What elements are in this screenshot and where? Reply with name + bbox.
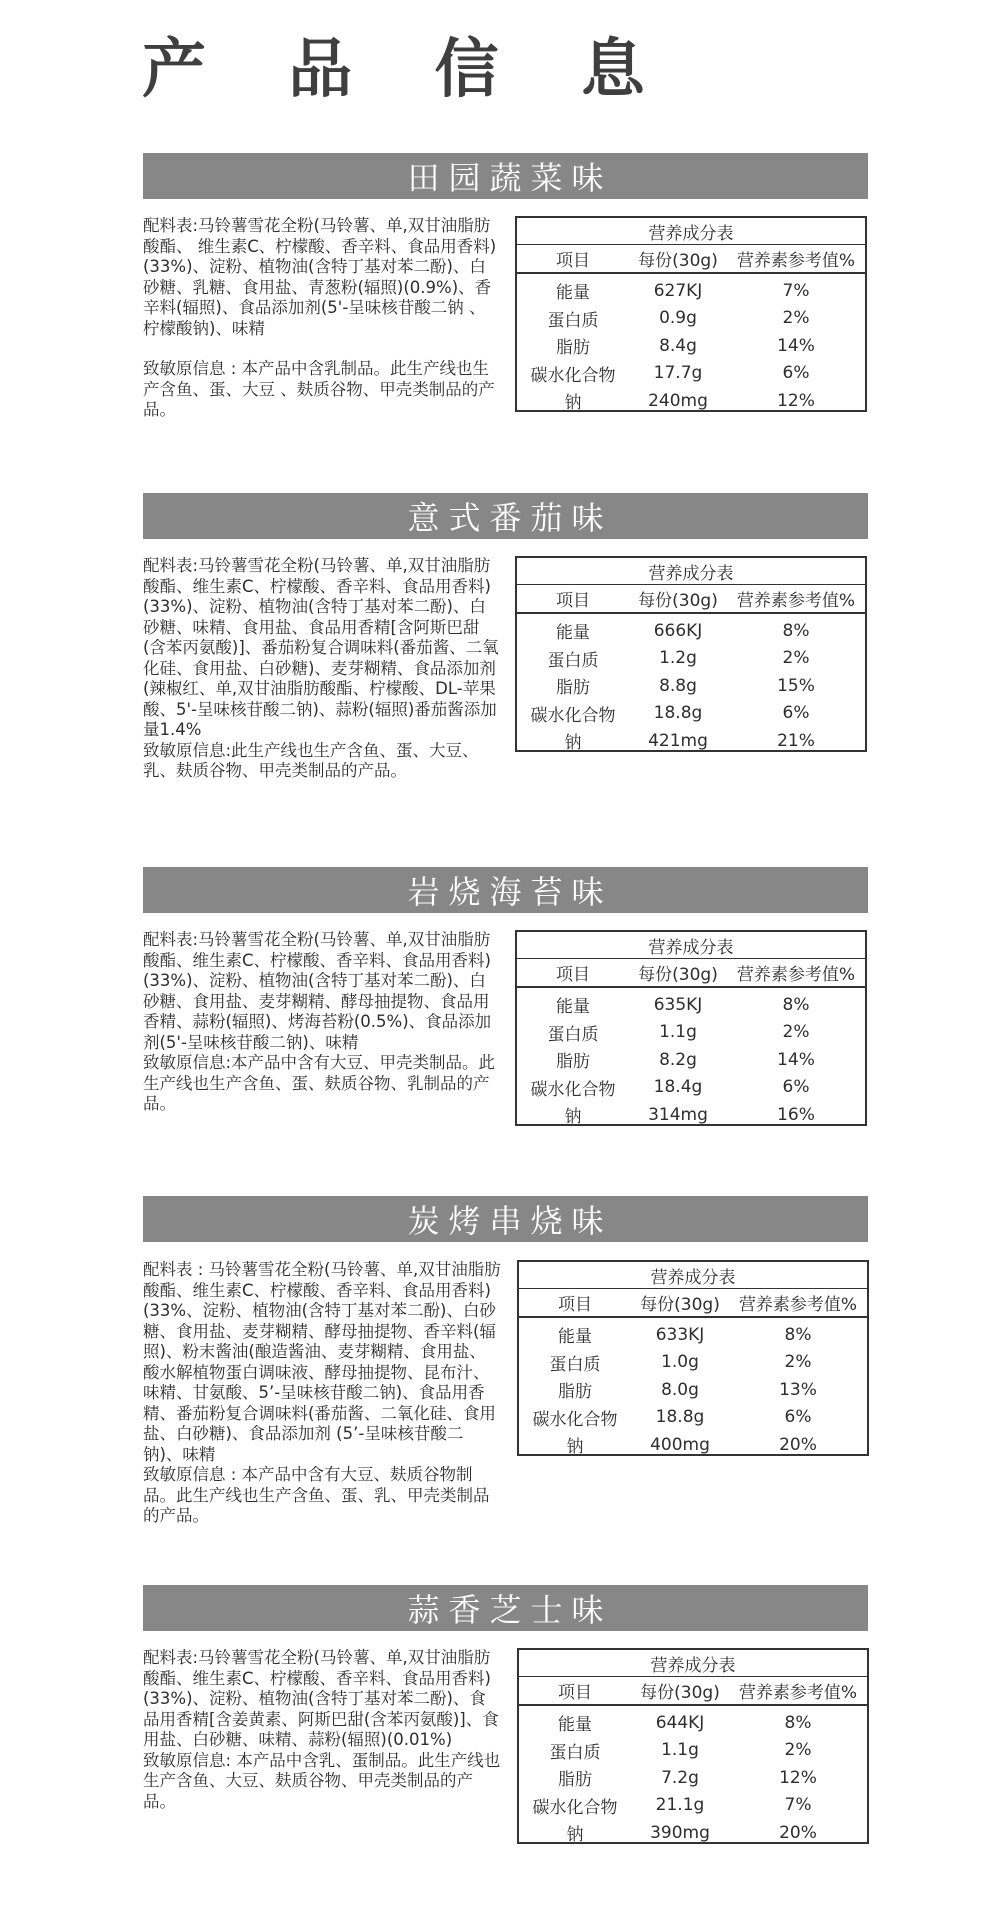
table-row — [517, 1074, 865, 1102]
nutrition-table-title: 营养成分表 — [519, 1262, 867, 1289]
row-nrv: 7% — [784, 1795, 812, 1816]
table-row — [517, 991, 865, 1019]
row-nrv: 2% — [784, 1740, 812, 1761]
row-per: 21.1g — [655, 1795, 705, 1816]
flavor-banner: 意式番茄味 — [143, 493, 868, 539]
row-nrv: 21% — [777, 730, 815, 751]
table-row — [519, 1792, 867, 1820]
row-per: 390mg — [650, 1822, 710, 1843]
table-row — [519, 1764, 867, 1792]
table-row — [517, 387, 865, 415]
row-per: 8.2g — [659, 1049, 697, 1070]
row-item: 钠 — [566, 1437, 584, 1458]
table-row — [519, 1321, 867, 1349]
col-nrv-header: 营养素参考值% — [736, 965, 856, 985]
row-per: 240mg — [648, 390, 708, 411]
table-row — [517, 1046, 865, 1074]
row-item: 钠 — [566, 1825, 584, 1846]
table-row — [519, 1819, 867, 1847]
flavor-banner: 田园蔬菜味 — [143, 153, 868, 199]
row-nrv: 2% — [784, 1352, 812, 1373]
row-nrv: 13% — [779, 1379, 817, 1400]
table-row — [519, 1737, 867, 1765]
col-nrv-header: 营养素参考值% — [736, 251, 856, 271]
row-per: 1.0g — [661, 1352, 699, 1373]
allergen-text: 致敏原信息:此生产线也生产含鱼、蛋、大豆、乳、麸质谷物、甲壳类制品的产品。 — [143, 740, 479, 780]
table-row — [517, 700, 865, 728]
nutrition-table-header — [519, 1677, 867, 1706]
col-per-header: 每份(30g) — [638, 251, 718, 271]
ingredients-block — [143, 930, 501, 1115]
row-item: 脂肪 — [556, 1052, 590, 1073]
row-per: 635KJ — [653, 994, 703, 1015]
row-per: 400mg — [650, 1434, 710, 1455]
row-nrv: 8% — [784, 1324, 812, 1345]
row-nrv: 20% — [779, 1822, 817, 1843]
flavor-banner: 岩烧海苔味 — [143, 867, 868, 913]
row-nrv: 20% — [779, 1434, 817, 1455]
row-per: 1.1g — [661, 1740, 699, 1761]
row-nrv: 6% — [782, 1077, 810, 1098]
col-item-header: 项目 — [558, 1295, 592, 1315]
table-row — [519, 1709, 867, 1737]
row-item: 蛋白质 — [547, 1024, 599, 1045]
row-item: 碳水化合物 — [532, 1797, 618, 1818]
ingredients-block — [143, 216, 501, 421]
allergen-text: 致敏原信息:本产品中含有大豆、甲壳类制品。此生产线也生产含鱼、蛋、麸质谷物、乳制品的产品。 — [143, 1053, 496, 1113]
row-nrv: 6% — [782, 703, 810, 724]
ingredients-block — [143, 1260, 501, 1527]
allergen-text: 致敏原信息 : 本产品中含乳制品。此生产线也生产含鱼、蛋、大豆 、麸质谷物、甲壳类制品的产品。 — [143, 359, 495, 419]
nutrition-table-header — [517, 585, 865, 614]
row-nrv: 14% — [777, 1049, 815, 1070]
table-row — [519, 1349, 867, 1377]
row-item: 钠 — [564, 733, 582, 754]
nutrition-table — [517, 1648, 869, 1844]
table-row — [517, 277, 865, 305]
row-nrv: 2% — [782, 1022, 810, 1043]
ingredients-block — [143, 556, 501, 782]
nutrition-table-title: 营养成分表 — [517, 218, 865, 245]
row-item: 能量 — [558, 1327, 592, 1348]
col-per-header: 每份(30g) — [638, 591, 718, 611]
row-per: 644KJ — [655, 1712, 705, 1733]
row-item: 碳水化合物 — [530, 365, 616, 386]
col-item-header: 项目 — [558, 1683, 592, 1703]
row-per: 666KJ — [653, 620, 703, 641]
row-item: 钠 — [564, 393, 582, 414]
row-per: 18.8g — [653, 703, 703, 724]
nutrition-table — [515, 930, 867, 1126]
col-per-header: 每份(30g) — [638, 965, 718, 985]
row-per: 8.0g — [661, 1379, 699, 1400]
col-nrv-header: 营养素参考值% — [738, 1295, 858, 1315]
row-item: 碳水化合物 — [530, 705, 616, 726]
row-nrv: 6% — [782, 363, 810, 384]
row-per: 421mg — [648, 730, 708, 751]
ingredients-text: 配料表:马铃薯雪花全粉(马铃薯、单,双甘油脂肪酸酯、维生素C、柠檬酸、香辛料、食品用香料)(33%)、淀粉、植物油(含特丁基对苯二酚)、白砂糖、味精、食用盐、食品用香精[含阿斯巴甜(含苯丙氨酸)]、番茄粉复合调味料(番茄酱、二氧化硅、食用盐、白砂糖)、麦芽糊精、食品添加剂(辣椒红、单,双甘油脂肪酸酯、柠檬酸、DL-苹果酸、5'-呈味核苷酸二钠)、蒜粉(辐照)番茄酱添加量1.4% — [143, 556, 499, 739]
table-row — [517, 305, 865, 333]
table-row — [517, 672, 865, 700]
row-per: 314mg — [648, 1104, 708, 1125]
allergen-text: 致敏原信息: 本产品中含乳、蛋制品。此生产线也生产含鱼、大豆、麸质谷物、甲壳类制品的产品。 — [143, 1750, 501, 1811]
table-row — [517, 360, 865, 388]
row-per: 18.4g — [653, 1077, 703, 1098]
row-item: 脂肪 — [558, 1382, 592, 1403]
row-nrv: 8% — [784, 1712, 812, 1733]
row-nrv: 12% — [777, 390, 815, 411]
row-item: 蛋白质 — [547, 310, 599, 331]
nutrition-table-title: 营养成分表 — [517, 558, 865, 585]
nutrition-table-title: 营养成分表 — [517, 932, 865, 959]
row-per: 17.7g — [653, 363, 703, 384]
nutrition-table-header — [517, 245, 865, 274]
ingredients-block — [143, 1648, 501, 1812]
row-nrv: 14% — [777, 335, 815, 356]
col-item-header: 项目 — [556, 251, 590, 271]
table-row — [517, 332, 865, 360]
table-row — [519, 1404, 867, 1432]
row-per: 1.1g — [659, 1022, 697, 1043]
row-nrv: 2% — [782, 648, 810, 669]
nutrition-table-header — [517, 959, 865, 988]
row-nrv: 7% — [782, 280, 810, 301]
row-per: 18.8g — [655, 1407, 705, 1428]
row-nrv: 2% — [782, 308, 810, 329]
flavor-banner: 蒜香芝士味 — [143, 1585, 868, 1631]
row-nrv: 8% — [782, 620, 810, 641]
row-item: 碳水化合物 — [530, 1079, 616, 1100]
row-item: 脂肪 — [558, 1770, 592, 1791]
row-nrv: 16% — [777, 1104, 815, 1125]
row-item: 蛋白质 — [549, 1354, 601, 1375]
flavor-banner: 炭烤串烧味 — [143, 1196, 868, 1242]
row-item: 能量 — [556, 283, 590, 304]
table-row — [519, 1376, 867, 1404]
row-per: 8.4g — [659, 335, 697, 356]
row-per: 1.2g — [659, 648, 697, 669]
ingredients-text: 配料表:马铃薯雪花全粉(马铃薯、单,双甘油脂肪酸酯、维生素C、柠檬酸、香辛料、食品用香料)(33%)、淀粉、植物油(含特丁基对苯二酚)、白砂糖、食用盐、麦芽糊精、酵母抽提物、食品用香精、蒜粉(辐照)、烤海苔粉(0.5%)、食品添加剂(5'-呈味核苷酸二钠)、味精 — [143, 930, 492, 1052]
nutrition-table — [517, 1260, 869, 1456]
table-row — [517, 727, 865, 755]
col-nrv-header: 营养素参考值% — [738, 1683, 858, 1703]
nutrition-table-title: 营养成分表 — [519, 1650, 867, 1677]
nutrition-table — [515, 556, 867, 752]
row-per: 0.9g — [659, 308, 697, 329]
col-item-header: 项目 — [556, 965, 590, 985]
table-row — [517, 1019, 865, 1047]
row-per: 8.8g — [659, 675, 697, 696]
row-item: 钠 — [564, 1107, 582, 1128]
ingredients-text: 配料表:马铃薯雪花全粉(马铃薯、单,双甘油脂肪酸酯、 维生素C、柠檬酸、香辛料、食品用香料)(33%)、淀粉、植物油(含特丁基对苯二酚)、白砂糖、乳糖、食用盐、青葱粉(辐照)(0.9%)、香辛料(辐照)、食品添加剂(5'-呈味核苷酸二钠 、柠檬酸钠)、味精 — [143, 216, 497, 338]
row-nrv: 12% — [779, 1767, 817, 1788]
ingredients-text: 配料表:马铃薯雪花全粉(马铃薯、单,双甘油脂肪酸酯、维生素C、柠檬酸、香辛料、食品用香料)(33%)、淀粉、植物油(含特丁基对苯二酚)、食品用香精[含姜黄素、阿斯巴甜(含苯丙氨酸)]、食用盐、白砂糖、味精、蒜粉(辐照)(0.01%) — [143, 1648, 499, 1749]
row-item: 脂肪 — [556, 678, 590, 699]
table-row — [517, 645, 865, 673]
row-nrv: 6% — [784, 1407, 812, 1428]
table-row — [519, 1431, 867, 1459]
table-row — [517, 617, 865, 645]
row-item: 脂肪 — [556, 338, 590, 359]
row-per: 627KJ — [653, 280, 703, 301]
col-item-header: 项目 — [556, 591, 590, 611]
row-item: 蛋白质 — [549, 1742, 601, 1763]
nutrition-table-header — [519, 1289, 867, 1318]
row-per: 7.2g — [661, 1767, 699, 1788]
row-item: 能量 — [556, 623, 590, 644]
table-row — [517, 1101, 865, 1129]
col-nrv-header: 营养素参考值% — [736, 591, 856, 611]
nutrition-table — [515, 216, 867, 412]
col-per-header: 每份(30g) — [640, 1295, 720, 1315]
col-per-header: 每份(30g) — [640, 1683, 720, 1703]
ingredients-text: 配料表 : 马铃薯雪花全粉(马铃薯、单,双甘油脂肪酸酯、维生素C、柠檬酸、香辛料、食品用香料)(33%、淀粉、植物油(含特丁基对苯二酚)、白砂糖、食用盐、麦芽糊精、酵母抽提物、香辛料(辐照)、粉末酱油(酿造酱油、麦芽糊精、食用盐、酸水解植物蛋白调味液、酵母抽提物、昆布汁、味精、甘氨酸、5’-呈味核苷酸二钠)、食品用香精、番茄粉复合调味料(番茄酱、二氧化硅、食用盐、白砂糖)、食品添加剂 (5’-呈味核苷酸二钠)、味精 — [143, 1260, 501, 1464]
page-title: 产 品 信 息 — [142, 33, 675, 107]
row-nrv: 8% — [782, 994, 810, 1015]
row-item: 蛋白质 — [547, 650, 599, 671]
row-nrv: 15% — [777, 675, 815, 696]
row-item: 能量 — [556, 997, 590, 1018]
allergen-text: 致敏原信息 : 本产品中含有大豆、麸质谷物制品。此生产线也生产含鱼、蛋、乳、甲壳类制品的产品。 — [143, 1465, 490, 1525]
row-item: 能量 — [558, 1715, 592, 1736]
row-per: 633KJ — [655, 1324, 705, 1345]
row-item: 碳水化合物 — [532, 1409, 618, 1430]
